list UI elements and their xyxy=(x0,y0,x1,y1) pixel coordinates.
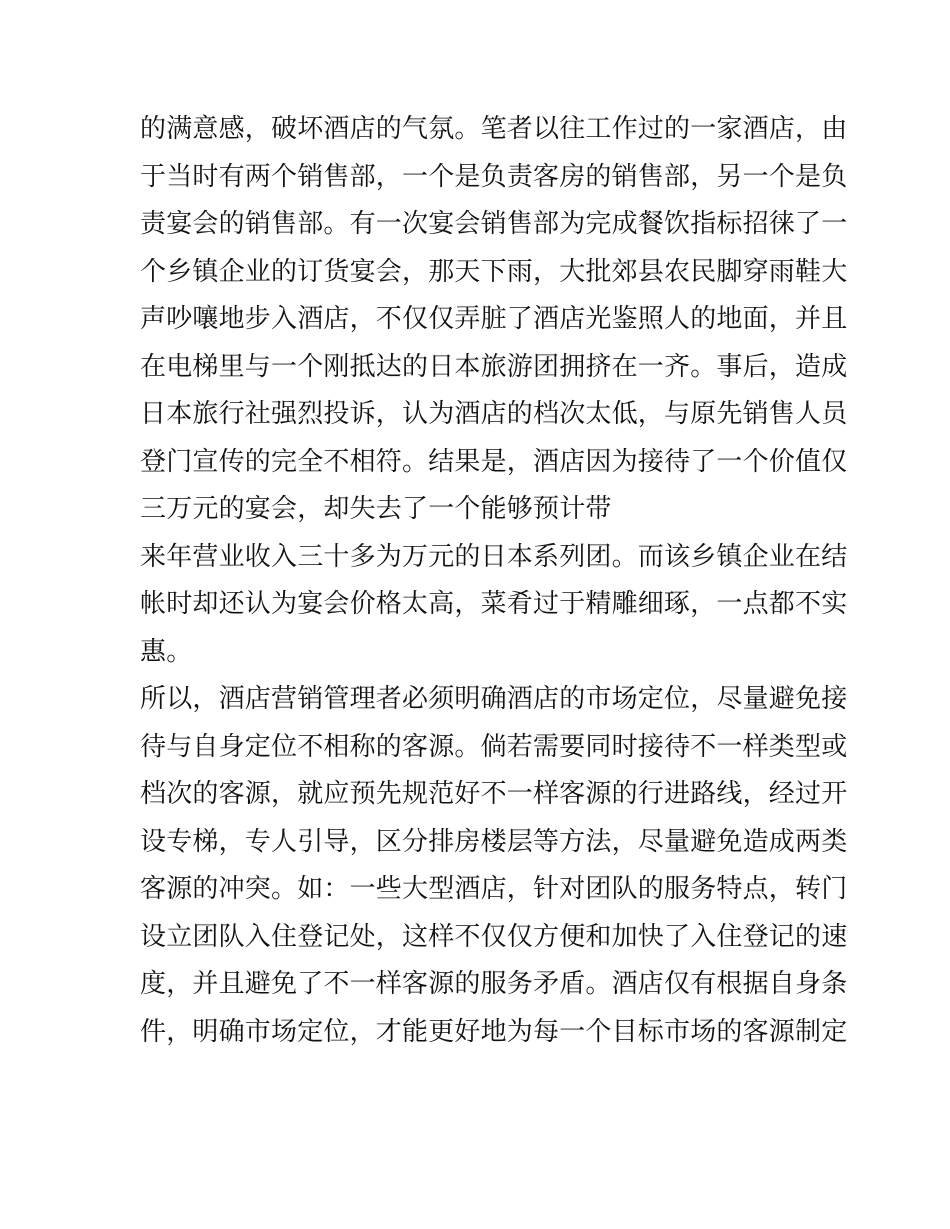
text-line-20: 件，明确市场定位，才能更好地为每一个目标市场的客源制定 xyxy=(140,1016,848,1047)
text-line-3: 责宴会的销售部。有一次宴会销售部为完成餐饮指标招徕了一 xyxy=(140,209,848,239)
text-line-13: 所以，酒店营销管理者必须明确酒店的市场定位，尽量避免接 xyxy=(140,684,848,714)
text-line-17: 客源的冲突。如：一些大型酒店，针对团队的服务特点，转门 xyxy=(140,874,848,904)
text-line-14: 待与自身定位不相称的客源。倘若需要同时接待不一样类型或 xyxy=(140,731,848,762)
text-line-9: 三万元的宴会，却失去了一个能够预计带 xyxy=(140,494,612,524)
text-line-2: 于当时有两个销售部，一个是负责客房的销售部，另一个是负 xyxy=(140,161,848,192)
text-line-1: 的满意感，破坏酒店的气氛。笔者以往工作过的一家酒店，由 xyxy=(140,114,848,144)
text-line-16: 设专梯，专人引导，区分排房楼层等方法，尽量避免造成两类 xyxy=(140,826,848,857)
text-line-19: 度，并且避免了不一样客源的服务矛盾。酒店仅有根据自身条 xyxy=(140,969,848,999)
text-line-6: 在电梯里与一个刚抵达的日本旅游团拥挤在一齐。事后，造成 xyxy=(140,351,848,382)
text-line-7: 日本旅行社强烈投诉，认为酒店的档次太低，与原先销售人员 xyxy=(140,399,848,429)
text-line-15: 档次的客源，就应预先规范好不一样客源的行进路线，经过开 xyxy=(140,779,848,809)
text-line-5: 声吵嚷地步入酒店，不仅仅弄脏了酒店光鉴照人的地面，并且 xyxy=(140,304,848,334)
text-line-12: 惠。 xyxy=(140,636,193,667)
body-text xyxy=(140,106,848,1056)
text-line-10: 来年营业收入三十多为万元的日本系列团。而该乡镇企业在结 xyxy=(140,541,848,572)
text-line-8: 登门宣传的完全不相符。结果是，酒店因为接待了一个价值仅 xyxy=(140,446,848,477)
text-line-4: 个乡镇企业的订货宴会，那天下雨，大批郊县农民脚穿雨鞋大 xyxy=(140,256,848,287)
text-line-18: 设立团队入住登记处，这样不仅仅方便和加快了入住登记的速 xyxy=(140,921,848,952)
text-line-11: 帐时却还认为宴会价格太高，菜肴过于精雕细琢，一点都不实 xyxy=(140,589,848,619)
